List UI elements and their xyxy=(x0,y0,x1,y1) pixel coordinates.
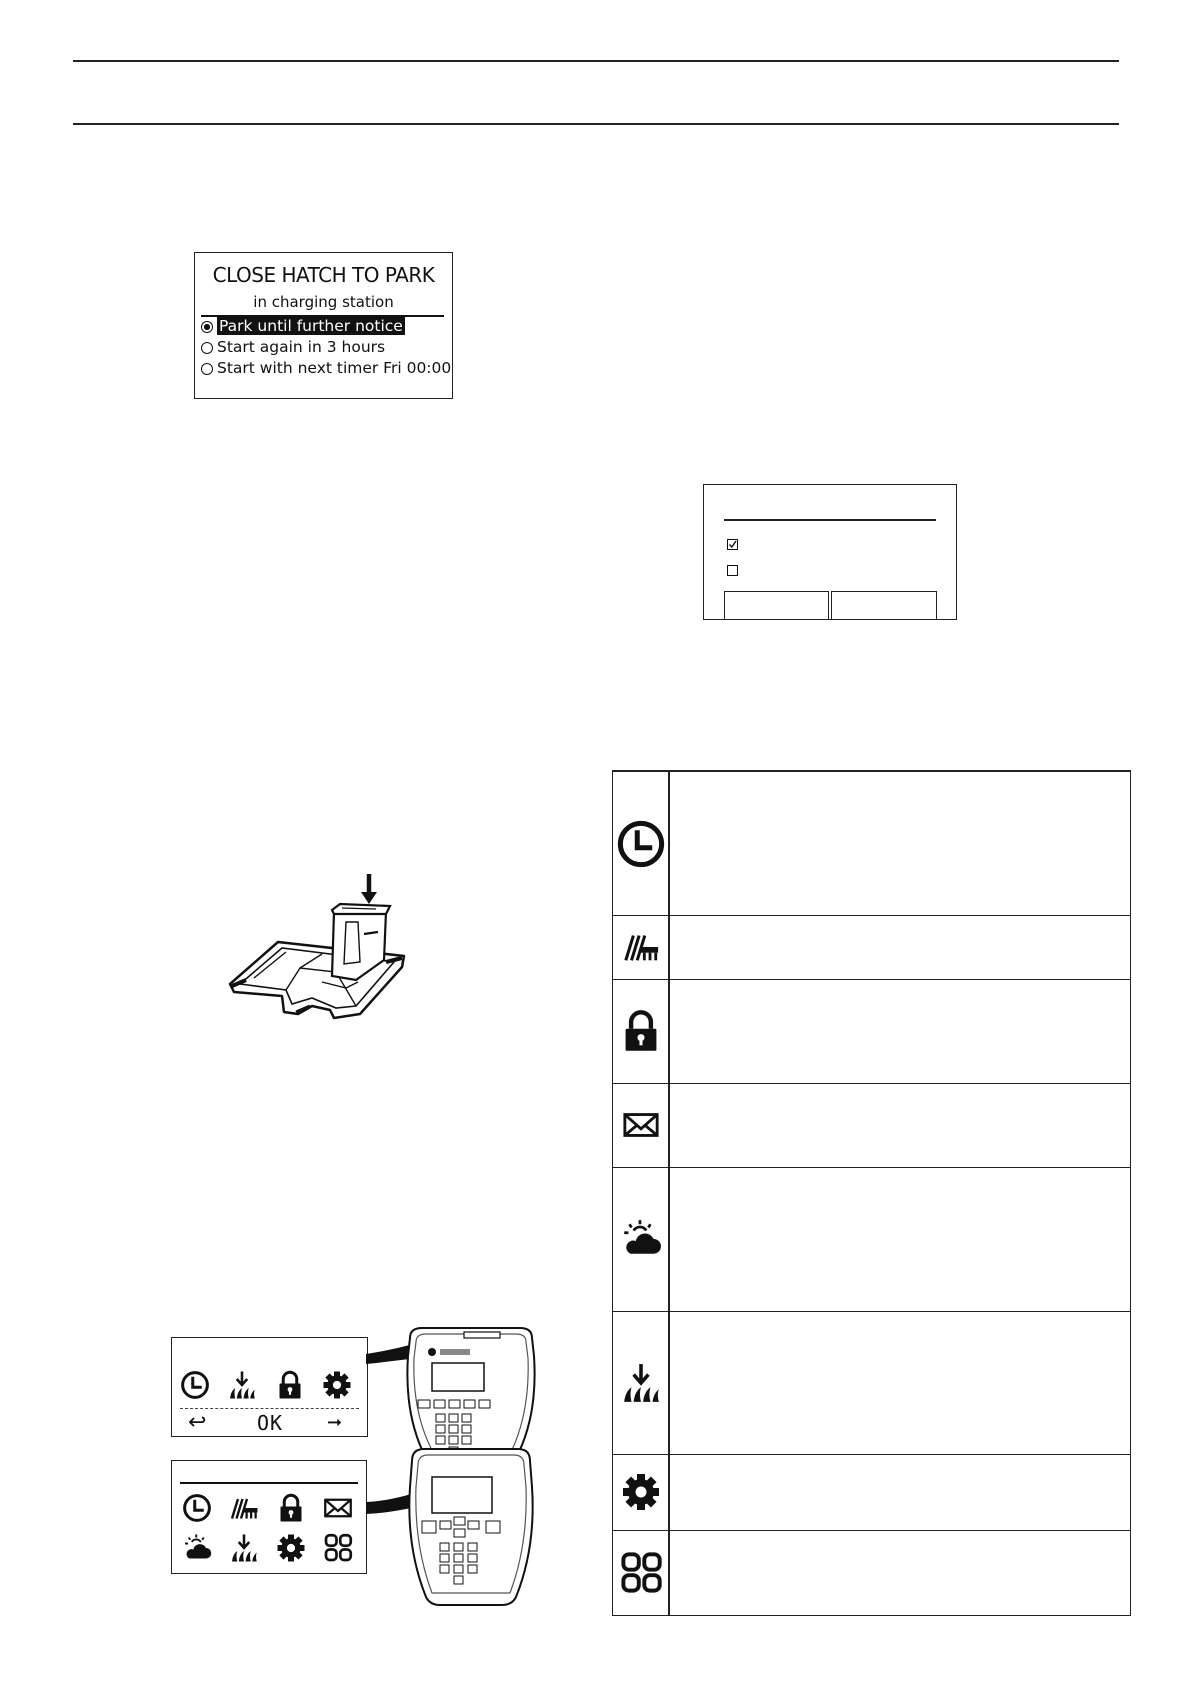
park-display xyxy=(194,252,453,399)
timer-icon[interactable] xyxy=(180,1370,210,1400)
checkbox-display-divider xyxy=(724,519,936,521)
radio-icon xyxy=(201,363,213,375)
security-icon[interactable] xyxy=(276,1493,306,1523)
table-row xyxy=(613,979,1130,1083)
check-icon xyxy=(728,540,737,549)
table-row xyxy=(613,1530,1130,1615)
installation-icon[interactable] xyxy=(229,1493,259,1523)
menu-display-small xyxy=(171,1337,368,1437)
next-button[interactable]: ➞ xyxy=(327,1412,343,1433)
operating-panel-large xyxy=(404,1447,538,1607)
weather-timer-icon xyxy=(620,1218,662,1260)
menu-display-large xyxy=(171,1460,367,1574)
table-row xyxy=(613,1083,1130,1167)
back-button[interactable]: ↩ xyxy=(188,1410,207,1435)
table-row xyxy=(613,1311,1130,1454)
park-display-subtitle: in charging station xyxy=(253,293,394,311)
checkbox-checked[interactable] xyxy=(727,539,738,550)
header-bottom-rule xyxy=(73,123,1119,125)
radio-icon xyxy=(201,342,213,354)
menu-display-large-divider xyxy=(180,1482,358,1484)
cutting-height-icon[interactable] xyxy=(229,1533,259,1563)
accessories-icon xyxy=(619,1551,663,1595)
security-icon xyxy=(619,1009,663,1053)
checkbox-display xyxy=(703,484,957,620)
timer-icon xyxy=(616,819,666,869)
park-option[interactable]: Park until further notice xyxy=(201,316,405,336)
ok-button[interactable]: OK xyxy=(257,1411,284,1435)
cutting-height-icon xyxy=(620,1362,662,1404)
timer-icon[interactable] xyxy=(182,1493,212,1523)
settings-icon[interactable] xyxy=(322,1370,352,1400)
cutting-height-icon[interactable] xyxy=(227,1370,257,1400)
dialog-right-button[interactable] xyxy=(831,591,937,620)
park-display-title: CLOSE HATCH TO PARK xyxy=(212,263,435,287)
icon-table xyxy=(612,770,1131,1616)
park-option[interactable]: Start with next timer Fri 00:00 xyxy=(201,358,451,378)
menu-display-divider xyxy=(180,1408,359,1409)
dialog-left-button[interactable] xyxy=(724,591,829,620)
messages-icon[interactable] xyxy=(323,1493,353,1523)
settings-icon xyxy=(621,1472,661,1512)
table-row xyxy=(613,1167,1130,1311)
checkbox-unchecked[interactable] xyxy=(727,565,738,576)
table-row xyxy=(613,771,1130,915)
accessories-icon[interactable] xyxy=(323,1533,353,1563)
park-option[interactable]: Start again in 3 hours xyxy=(201,337,385,357)
radio-selected-icon xyxy=(201,321,213,333)
weather-timer-icon[interactable] xyxy=(182,1533,212,1563)
installation-icon xyxy=(622,928,660,966)
settings-icon[interactable] xyxy=(276,1533,306,1563)
security-icon[interactable] xyxy=(275,1370,305,1400)
messages-icon xyxy=(622,1106,660,1144)
table-row xyxy=(613,915,1130,979)
charging-station-illustration xyxy=(226,872,416,1032)
header-top-rule xyxy=(73,60,1119,62)
table-row xyxy=(613,1454,1130,1530)
